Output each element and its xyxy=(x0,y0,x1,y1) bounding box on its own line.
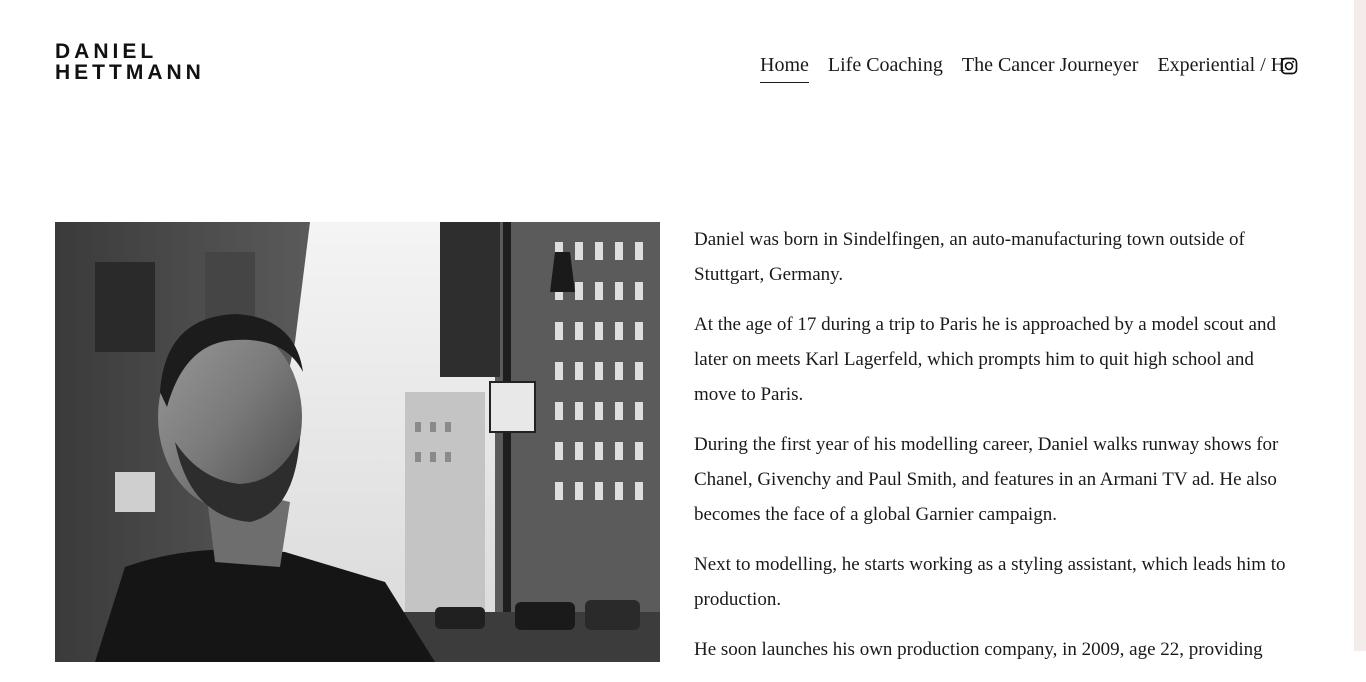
nav-item-experiential[interactable]: Experiential / H xyxy=(1157,54,1286,76)
bio-paragraph: Next to modelling, he starts working as a styling assistant, which leads him to production. xyxy=(694,554,1286,610)
scrollbar[interactable] xyxy=(1354,0,1366,651)
bio-paragraph: At the age of 17 during a trip to Paris he is approached by a model scout and later on meets Karl Lagerfeld, which prompts him to quit high school and move to Paris. xyxy=(694,314,1276,405)
street-portrait-image xyxy=(55,222,660,662)
logo-line-1: DANIEL xyxy=(55,40,158,63)
bio-section xyxy=(694,222,1294,682)
nav-item-cancer-journeyer[interactable]: The Cancer Journeyer xyxy=(961,54,1139,76)
logo-line-2: HETTMANN xyxy=(55,61,205,84)
bio-paragraph: He soon launches his own production company, in 2009, age 22, providing xyxy=(694,639,1263,660)
main-navigation xyxy=(760,52,1286,83)
nav-item-life-coaching[interactable]: Life Coaching xyxy=(827,54,943,76)
bio-paragraph: Daniel was born in Sindelfingen, an auto-manufacturing town outside of Stuttgart, Germany. xyxy=(694,229,1245,285)
site-header xyxy=(0,0,1354,130)
portrait-photo xyxy=(55,222,660,662)
site-logo[interactable] xyxy=(55,41,205,83)
instagram-icon[interactable] xyxy=(1280,57,1298,75)
nav-item-home[interactable]: Home xyxy=(760,52,809,83)
bio-paragraph: During the first year of his modelling career, Daniel walks runway shows for Chanel, Givenchy and Paul Smith, and features in an Armani TV ad. He also becomes the face of a global Garnier campaign. xyxy=(694,434,1279,525)
